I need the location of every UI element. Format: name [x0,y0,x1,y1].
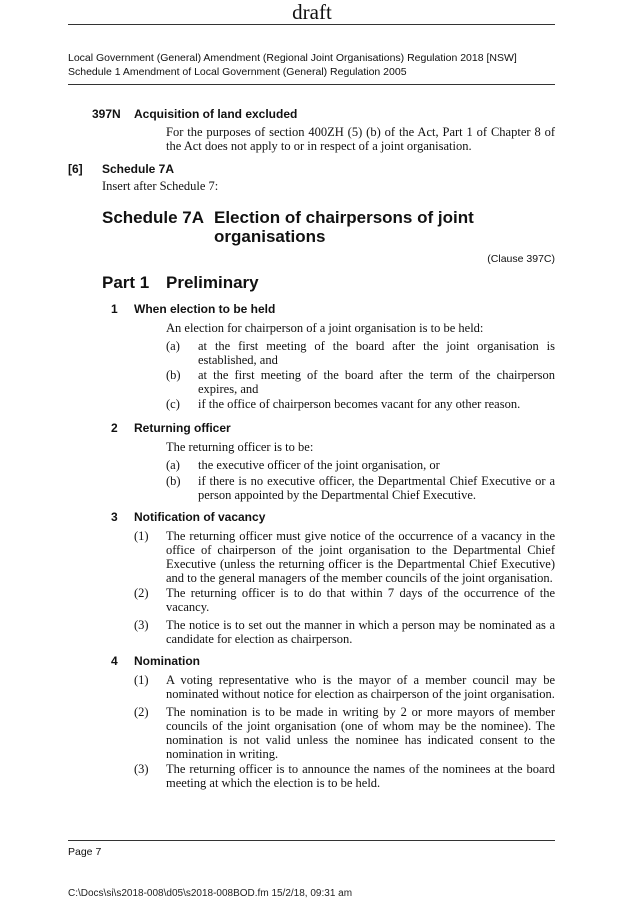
clause-2-title: Returning officer [134,421,231,435]
clause-1-item-b-text: at the first meeting of the board after the term of the chairperson expires, and [198,368,555,396]
clause-4-title: Nomination [134,654,200,668]
clause-2-item-a-text: the executive officer of the joint organisation, or [198,458,440,472]
clause-4-item-2-text: The nomination is to be made in writing by 2 or more mayors of member councils of the joint organisation (one of whom may be the nominee). The nomination is not valid unless the nominee has indicated consent to the nomination in writing. [166,705,555,761]
clause-2-intro: The returning officer is to be: [166,440,314,454]
clause-1-item-c-label: (c) [166,397,180,411]
running-header-schedule: Schedule 1 Amendment of Local Government (General) Regulation 2005 [68,66,407,78]
clause-2-item-b-text: if there is no executive officer, the Departmental Chief Executive or a person appointed by the Departmental Chief Executive. [198,474,555,502]
header-top-rule [68,24,555,25]
amendment-item-title: Schedule 7A [102,162,175,176]
amendment-item-number: [6] [68,162,83,176]
clause-3-item-1-label: (1) [134,529,149,543]
clause-3-item-2-text: The returning officer is to do that within 7 days of the occurrence of the vacancy. [166,586,555,614]
running-header-title: Local Government (General) Amendment (Regional Joint Organisations) Regulation 2018 [NSW] [68,52,517,64]
clause-1-intro: An election for chairperson of a joint organisation is to be held: [166,321,484,335]
clause-1-item-c-text: if the office of chairperson becomes vacant for any other reason. [198,397,521,411]
clause-2-item-a-label: (a) [166,458,180,472]
header-bottom-rule [68,84,555,85]
clause-1-title: When election to be held [134,302,276,316]
section-title-397n: Acquisition of land excluded [134,107,298,121]
clause-3-item-3-label: (3) [134,618,149,632]
part-title: Preliminary [166,273,259,292]
page-number: Page 7 [68,846,102,858]
part-label: Part 1 [102,273,150,292]
clause-4-item-1-text: A voting representative who is the mayor of a member council may be nominated without notice for election as chairperson of the joint organisation. [166,673,555,701]
clause-2-item-b-label: (b) [166,474,181,488]
schedule-title: Election of chairpersons of joint organisations [214,208,474,246]
clause-4-item-3-label: (3) [134,762,149,776]
schedule-clause-reference: (Clause 397C) [487,253,555,265]
clause-3-item-1-text: The returning officer must give notice of the occurrence of a vacancy in the office of chairperson of the joint organisation to the Departmental Chief Executive (unless the returning officer is the Departmental Chief Executive) and to the general managers of the member councils of the joint organisation. [166,529,555,585]
draft-watermark: draft [292,0,332,24]
clause-3-item-3-text: The notice is to set out the manner in which a person may be nominated as a candidate for election as chairperson. [166,618,555,646]
clause-4-number: 4 [111,654,118,668]
schedule-label: Schedule 7A [102,208,205,227]
clause-1-item-a-text: at the first meeting of the board after the joint organisation is established, and [198,339,555,367]
clause-3-item-2-label: (2) [134,586,149,600]
amendment-item-instruction: Insert after Schedule 7: [102,179,219,193]
footer-rule [68,840,555,841]
clause-1-number: 1 [111,302,118,316]
clause-3-title: Notification of vacancy [134,510,266,524]
file-path: C:\Docs\si\s2018-008\d05\s2018-008BOD.fm 15/2/18, 09:31 am [68,888,353,899]
clause-4-item-2-label: (2) [134,705,149,719]
clause-3-number: 3 [111,510,118,524]
clause-4-item-1-label: (1) [134,673,149,687]
clause-1-item-a-label: (a) [166,339,180,353]
section-number-397n: 397N [92,107,121,121]
section-text-397n: For the purposes of section 400ZH (5) (b) of the Act, Part 1 of Chapter 8 of the Act does not apply to or in respect of a joint organisation. [166,125,555,153]
clause-2-number: 2 [111,421,118,435]
clause-1-item-b-label: (b) [166,368,181,382]
clause-4-item-3-text: The returning officer is to announce the names of the nominees at the board meeting at which the election is to be held. [166,762,555,790]
